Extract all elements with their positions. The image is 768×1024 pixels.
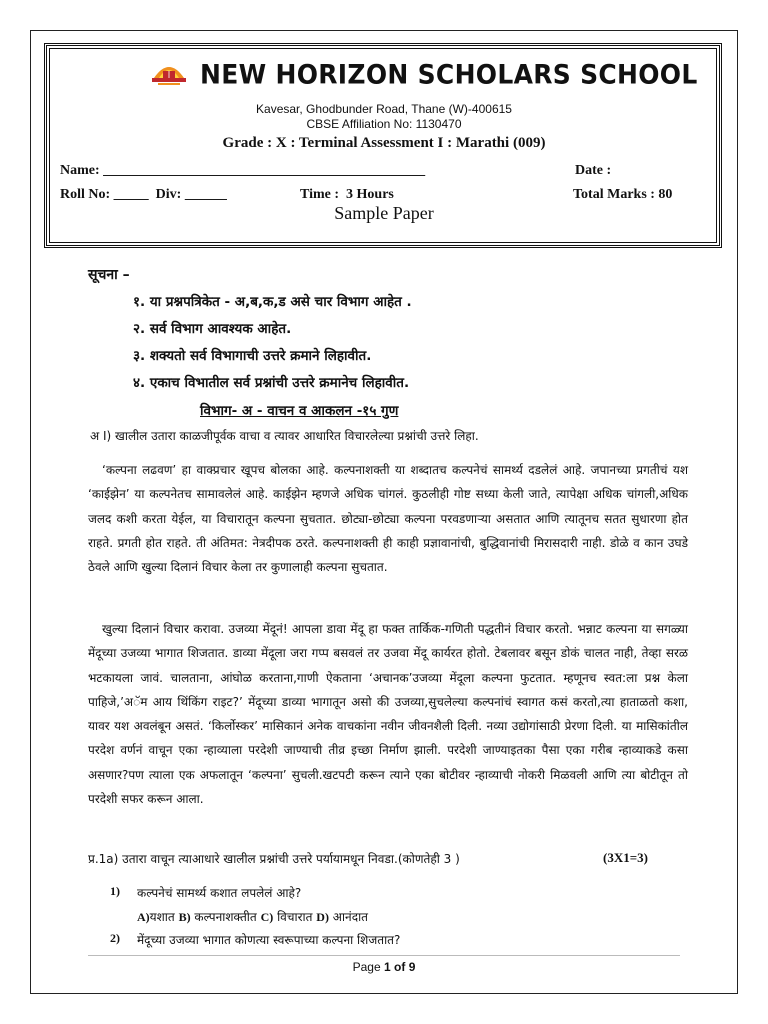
option-label: A) [137, 910, 150, 924]
option-text: यशात [149, 910, 175, 924]
page-of: of [394, 960, 406, 974]
instruction-item: ४. एकाच विभातील सर्व प्रश्नांची उत्तरे क्रमानेच लिहावीत. [133, 375, 410, 391]
passage-paragraph-2: खुल्या दिलानं विचार करावा. उजव्या मेंदूनं! आपला डावा मेंदू हा फक्त तार्किक-गणिती पद्धतीनं विचार करतो. भन्नाट कल्पना या सगळ्या मेंदूच्या उजव्या भागात शिजतात. डाव्या मेंदूला जरा गप्प बसवलं तर उजवा मेंदू कार्यरत होतो. टेबलावर बसून डोकं चालत नाही, तेव्हा सरळ भटकायला जावं. चालताना, आंघोळ करताना,गाणी ऐकताना ‘अचानक’उजव्या मेंदूला कल्पना फुटतात. म्हणूनच स्वत:ला प्रश्न केला पाहिजे,’अॅम आय थिंकिंग राइट?’ मेंदूच्या डाव्या भागातून असो की उजव्या,सुचलेल्या कल्पनांचं स्वागत कसं करतो,त्या हाताळतो कशा, यावर यश अवलंबून असतं. ‘किर्लोस्कर’ मासिकानं अनेक वाचकांना नवीन जीवनशैली दिली. नव्या उद्योगांसाठी प्रेरणा दिली. या मासिकांतील परदेश वर्णनं वाचून एका न्हाव्याला परदेशी जाण्याची तीव्र इच्छा निर्माण झाली. परदेशी जाण्याइतका पैसा एका गरीब न्हाव्याकडे कसा असणार?पण त्याला एक अफलातून ‘कल्पना’ सुचली.खटपटी करून त्याने एका बोटीवर न्हाव्याची नोकरी मिळवली आणि त्या बोटीतून तो परदेशी सफर करून आला. [88, 622, 688, 807]
page-total: 9 [408, 960, 416, 974]
subquestion-number: 1) [110, 884, 120, 898]
option-label: D) [316, 910, 329, 924]
school-logo [148, 54, 190, 88]
total-marks: Total Marks : 80 [573, 187, 673, 202]
question-intro: अ I) खालील उतारा काळजीपूर्वक वाचा व त्यावर आधारित विचारलेल्या प्रश्नांची उत्तरे लिहा. [90, 429, 479, 443]
option-label: C) [260, 910, 274, 924]
rollno-div-field: Roll No: _____ Div: ______ [60, 187, 227, 202]
instruction-item: ३. शक्यतो सर्व विभागाची उत्तरे क्रमाने लिहावीत. [133, 348, 372, 364]
instructions-title: सूचना – [88, 267, 130, 283]
subquestion-text: मेंदूच्या उजव्या भागात कोणत्या स्वरूपाच्या कल्पना शिजतात? [137, 933, 401, 947]
page-number: 1 [383, 960, 391, 974]
footer-divider [88, 955, 680, 956]
school-address: Kavesar, Ghodbunder Road, Thane (W)-400615 [256, 102, 512, 116]
grade-line: Grade : X : Terminal Assessment I : Marathi (009) [222, 135, 546, 151]
options-row [137, 908, 368, 925]
subquestion-text: कल्पनेचं सामर्थ्य कशात लपलेलं आहे? [137, 886, 302, 900]
instruction-item: २. सर्व विभाग आवश्यक आहेत. [133, 321, 292, 337]
option-text: विचारात [277, 910, 313, 924]
name-field: Name: ______________________________________________ [60, 163, 426, 178]
page-prefix: Page [352, 960, 381, 974]
date-field: Date : [575, 163, 612, 178]
option-text: कल्पनाशक्तीत [194, 910, 257, 924]
option-text: आनंदात [332, 910, 369, 924]
time-label: Time : 3 Hours [300, 187, 394, 202]
affiliation-number: CBSE Affiliation No: 1130470 [306, 117, 462, 131]
sample-paper-title: Sample Paper [334, 203, 434, 223]
section-title: विभाग- अ - वाचन व आकलन -१५ गुण [200, 403, 399, 419]
instruction-item: १. या प्रश्नपत्रिकेत - अ,ब,क,ड असे चार विभाग आहेत . [133, 294, 412, 310]
page-footer [0, 960, 768, 974]
option-label: B) [178, 910, 191, 924]
school-name: NEW HORIZON SCHOLARS SCHOOL [200, 59, 698, 90]
subquestion-number: 2) [110, 931, 120, 945]
question-1a: प्र.1a) उतारा वाचून त्याआधारे खालील प्रश्नांची उत्तरे पर्यायामधून निवडा.(कोणतेही 3 ) [88, 852, 460, 866]
passage-paragraph-1: ‘कल्पना लढवण’ हा वाक्प्रचार खूपच बोलका आहे. कल्पनाशक्ती या शब्दातच कल्पनेचं सामर्थ्य दडलेलं आहे. जपानच्या प्रगतीचं यश ‘काईझेन’ या कल्पनेतच सामावलेलं आहे. काईझेन म्हणजे अधिक चांगलं. कुठलीही गोष्ट सध्या केली जाते, त्यापेक्षा अधिक चांगली,अधिक जलद कशी करता येईल, या विचारातून कल्पना सुचतात. छोट्या-छोट्या कल्पना परवडणाऱ्या असतात आणि त्यातूनच सतत सुधारणा होत राहते. प्रगती होत राहते. ती अंतिमत: नेत्रदीपक ठरते. कल्पनाशक्ती ही काही प्रज्ञावानांची, बुद्धिवानांची मिरासदारी नाही. डोळे व कान उघडे ठेवले आणि खुल्या दिलानं विचार केला तर कुणालाही कल्पना सुचतात. [88, 463, 688, 575]
question-1a-marks: (3X1=3) [603, 850, 648, 865]
